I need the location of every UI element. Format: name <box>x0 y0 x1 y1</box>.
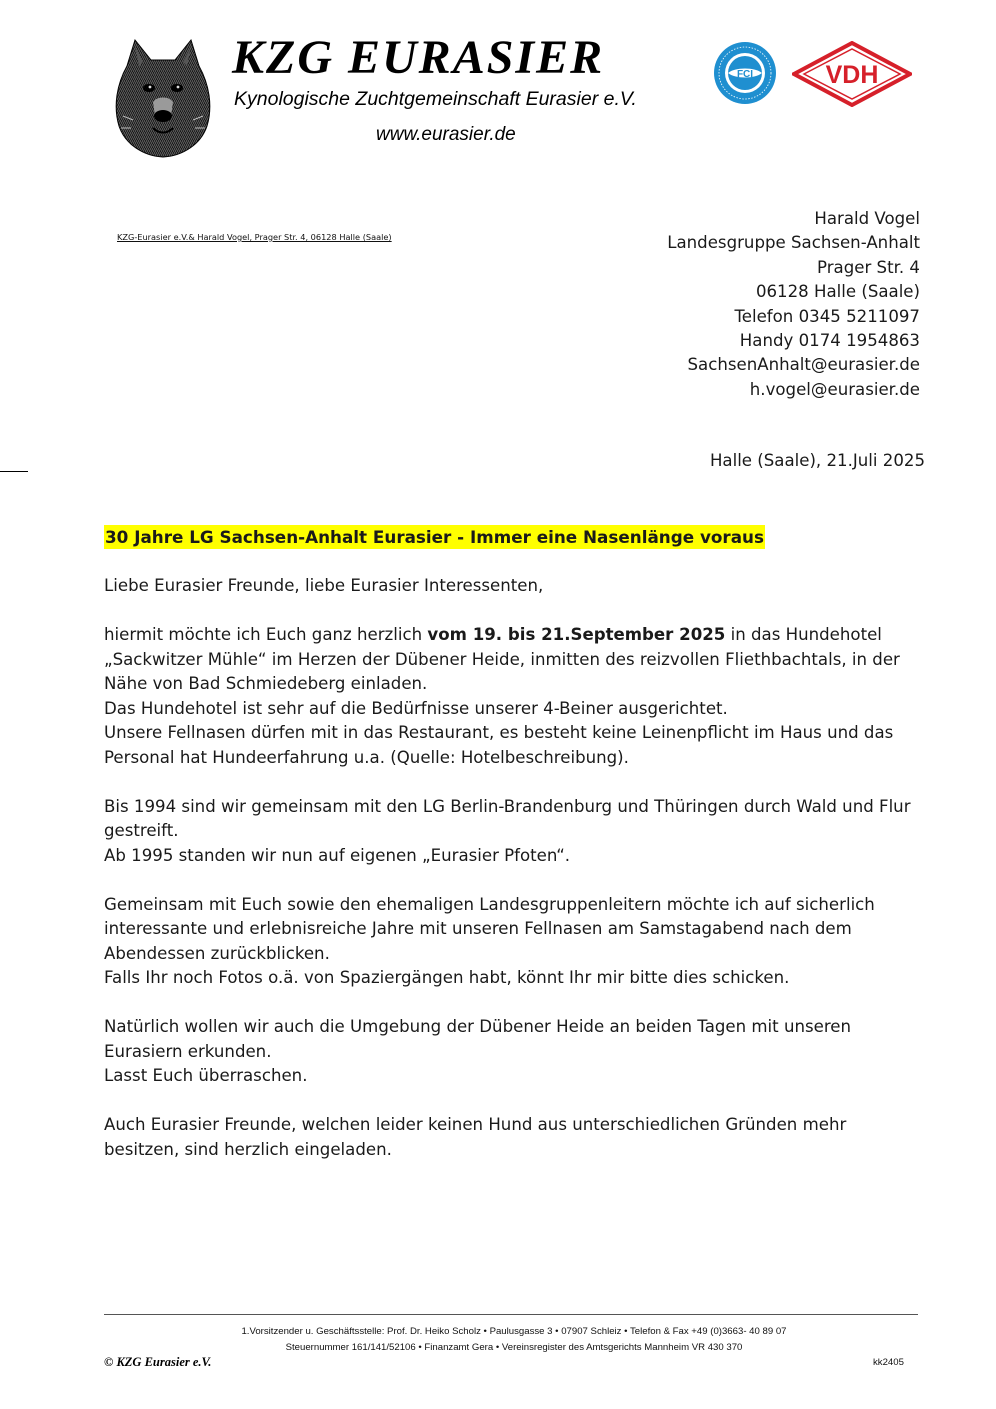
paragraph-review <box>104 893 904 991</box>
footer-contact-line: 1.Vorsitzender u. Geschäftsstelle: Prof. Dr. Heiko Scholz • Paulusgasse 3 • 07907 Schleiz • Telefon & Fax +49 (0)3663- 40 89 07 <box>241 1326 787 1337</box>
paragraph-line: Personal hat Hundeerfahrung u.a. (Quelle: Hotelbeschreibung). <box>104 747 629 767</box>
paragraph-line: Natürlich wollen wir auch die Umgebung der Dübener Heide an beiden Tagen mit unseren <box>104 1017 852 1036</box>
paragraph-line: Eurasiern erkunden. <box>104 1041 272 1061</box>
paragraph-line <box>104 623 904 648</box>
footer-divider <box>104 1314 918 1315</box>
letter-body <box>104 574 911 1187</box>
paragraph-line: „Sackwitzer Mühle“ im Herzen der Dübener Heide, inmitten des reizvollen Fliethbachtals, in der <box>104 649 900 669</box>
brand-website-link[interactable]: www.eurasier.de <box>376 124 516 145</box>
paragraph-line: Auch Eurasier Freunde, welchen leider keinen Hund aus unterschiedlichen Gründen mehr <box>104 1115 847 1134</box>
paragraph-line: gestreift. <box>104 821 179 840</box>
paragraph-history <box>104 795 911 869</box>
paragraph-line: Nähe von Bad Schmiedeberg einladen. <box>104 674 428 693</box>
letter-date: Halle (Saale), 21.Juli 2025 <box>709 451 925 470</box>
paragraph-line: Das Hundehotel ist sehr auf die Bedürfnisse unserer 4-Beiner ausgerichtet. <box>104 698 728 718</box>
paragraph-closing <box>104 1113 904 1162</box>
dog-head-icon <box>113 36 213 158</box>
paragraph-line: Bis 1994 sind wir gemeinsam mit den LG Berlin-Brandenburg und Thüringen durch Wald und Flur <box>104 796 911 816</box>
greeting-paragraph <box>104 574 904 599</box>
text-span: hiermit möchte ich Euch ganz herzlich <box>104 625 428 644</box>
vdh-logo-text: VDH <box>825 61 879 89</box>
sender-group: Landesgruppe Sachsen-Anhalt <box>667 233 920 253</box>
brand-title: KZG EURASIER <box>232 31 605 84</box>
sender-street: Prager Str. 4 <box>817 257 920 277</box>
sender-phone: Telefon 0345 5211097 <box>734 306 920 326</box>
paragraph-line: Abendessen zurückblicken. <box>104 943 330 963</box>
return-address: KZG-Eurasier e.V.& Harald Vogel, Prager Str. 4, 06128 Halle (Saale) <box>117 232 392 242</box>
fold-mark <box>0 471 28 472</box>
sender-name: Harald Vogel <box>814 209 920 228</box>
footer-registry-line: Steuernummer 161/141/52106 • Finanzamt Gera • Vereinsregister des Amtsgerichts Mannheim VR 430 370 <box>285 1342 743 1353</box>
fci-logo-text: FCI <box>736 69 754 80</box>
text-span: in das Hundehotel <box>725 625 882 644</box>
paragraph-line: besitzen, sind herzlich eingeladen. <box>104 1139 392 1159</box>
letter-subject: 30 Jahre LG Sachsen-Anhalt Eurasier - Immer eine Nasenlänge voraus <box>105 527 764 547</box>
footer-copyright: © KZG Eurasier e.V. <box>104 1355 212 1369</box>
paragraph-invitation <box>104 623 904 770</box>
paragraph-line: Gemeinsam mit Euch sowie den ehemaligen Landesgruppenleitern möchte ich auf sicherlich <box>104 894 875 914</box>
paragraph-line: Ab 1995 standen wir nun auf eigenen „Eurasier Pfoten“. <box>104 845 571 865</box>
sender-mobile: Handy 0174 1954863 <box>739 331 920 351</box>
paragraph-line: Falls Ihr noch Fotos o.ä. von Spaziergängen habt, könnt Ihr mir bitte dies schicken. <box>104 968 790 987</box>
sender-address-block <box>667 207 920 402</box>
paragraph-line: interessante und erlebnisreiche Jahre mit unseren Fellnasen am Samstagabend nach dem <box>104 919 852 938</box>
vdh-logo-icon <box>792 41 912 107</box>
paragraph-excursion <box>104 1015 904 1089</box>
sender-city: 06128 Halle (Saale) <box>755 282 920 302</box>
paragraph-line: Unsere Fellnasen dürfen mit in das Restaurant, es besteht keine Leinenpflicht im Haus und das <box>104 723 894 742</box>
brand-subtitle: Kynologische Zuchtgemeinschaft Eurasier e.V. <box>234 88 637 110</box>
fci-logo-icon <box>713 41 777 105</box>
paragraph-line: Lasst Euch überraschen. <box>104 1066 308 1085</box>
event-dates: vom 19. bis 21.September 2025 <box>427 625 726 644</box>
sender-email-personal[interactable]: h.vogel@eurasier.de <box>749 379 920 399</box>
greeting: Liebe Eurasier Freunde, liebe Eurasier Interessenten, <box>104 576 544 595</box>
document-reference: kk2405 <box>873 1357 904 1368</box>
sender-email-group[interactable]: SachsenAnhalt@eurasier.de <box>687 355 920 375</box>
